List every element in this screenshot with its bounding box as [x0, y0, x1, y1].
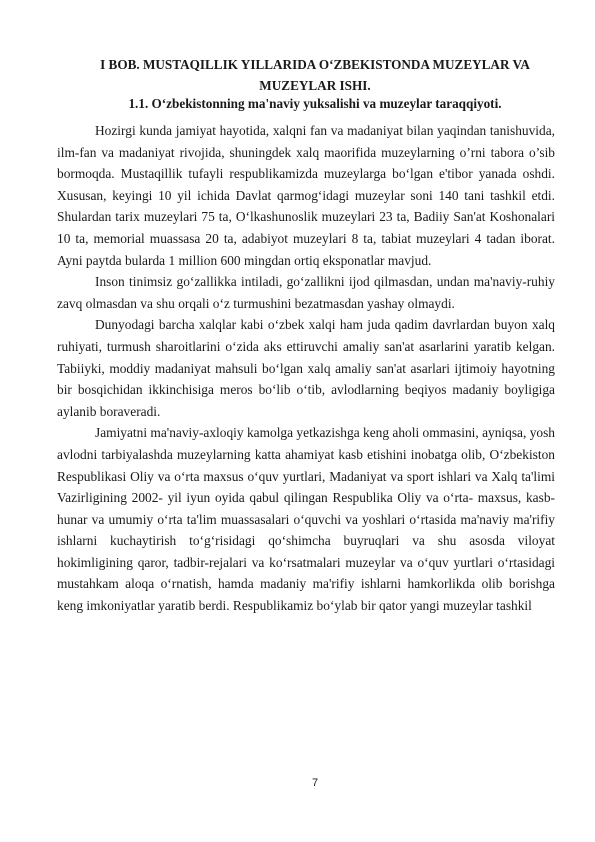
paragraph: Hozirgi kunda jamiyat hayotida, xalqni fan va madaniyat bilan yaqindan tanishuvida, ilm-fan va madaniyat rivojida, shuningdek xalq maorifida muzeylarning o’rni tabora o’sib bormoqda. Mustaqillik tufayli respublikamizda muzeylarga bo‘lgan e'tibor yanada oshdi. Xususan, keyingi 10 yil ichida Davlat qarmog‘idagi muzeylar soni 140 tani tashkil etdi. Shulardan tarix muzeylari 75 ta, O‘lkashunoslik muzeylari 23 ta, Badiiy San'at Koshonalari 10 ta, memorial muassasa 20 ta, adabiyot muzeylari 8 ta, tabiat muzeylari 4 tadan iborat. Ayni paytda bularda 1 million 600 mingdan ortiq eksponatlar mavjud.: [57, 123, 555, 268]
paragraph: Inson tinimsiz go‘zallikka intiladi, go‘zallikni ijod qilmasdan, undan ma'naviy-ruhiy zavq olmasdan va shu orqali o‘z turmushini bezatmasdan yashay olmaydi.: [57, 274, 555, 311]
section-title: 1.1. O‘zbekistonning ma'naviy yuksalishi va muzeylar taraqqiyoti.: [128, 96, 502, 111]
body-text: [57, 120, 555, 617]
paragraph: Jamiyatni ma'naviy-axloqiy kamolga yetkazishga keng aholi ommasini, ayniqsa, yosh avlodni tarbiyalashda muzeylarning katta ahamiyat kasb etishini inobatga olib, O‘zbekiston Respublikasi Oliy va o‘rta maxsus o‘quv yurtlari, Madaniyat va sport ishlari va Xalq ta'limi Vazirligining 2002- yil iyun oyida qabul qilingan Respublika Oliy va o‘rta- maxsus, kasb-hunar va umumiy o‘rta ta'lim muassasalari o‘quvchi va yoshlari o‘rtasida ma'naviy ma'rifiy ishlarni kuchaytirish to‘g‘risidagi qo‘shimcha buyruqlari va shu asosda viloyat hokimligining qaror, tadbir-rejalari va ko‘rsatmalari muzeylar va o‘quv yurtlari o‘rtasidagi mustahkam aloqa o‘rnatish, hamda madaniy ma'rifiy ishlarni hamkorlikda olib borishga keng imkoniyatlar yaratib berdi. Respublikamiz bo‘ylab bir qator yangi muzeylar tashkil: [57, 425, 555, 614]
page-number: 7: [311, 777, 319, 789]
chapter-title: I BOB. MUSTAQILLIK YILLARIDA O‘ZBEKISTONDA MUZEYLAR VA MUZEYLAR ISHI.: [100, 57, 530, 93]
paragraph: Dunyodagi barcha xalqlar kabi o‘zbek xalqi ham juda qadim davrlardan buyon xalq ruhiyati, turmush sharoitlarini o‘zida aks ettiruvchi amaliy san'at asarlarini yaratib kelgan. Tabiiyki, moddiy madaniyat mahsuli bo‘lgan xalq amaliy san'at asarlari ijtimoiy hayotning bir bosqichidan ikkinchisiga meros bo‘lib o‘tib, avlodlarning beqiyos madaniy boyligiga aylanib boraveradi.: [57, 317, 555, 419]
